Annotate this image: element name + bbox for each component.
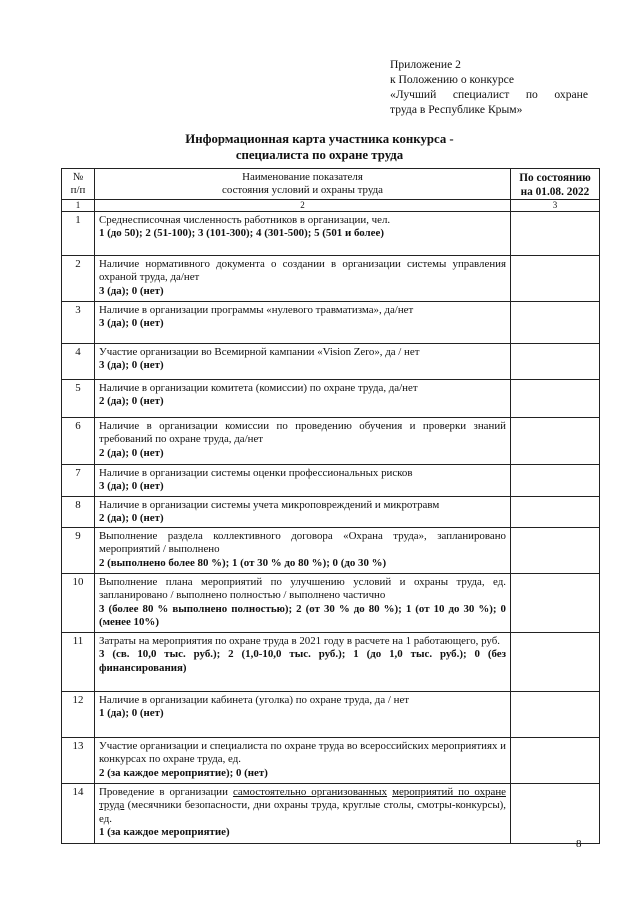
indicator-description: Наличие в организации системы учета микроповреждений и микротравм (99, 498, 440, 511)
indicator-text: Проведение в организации (99, 786, 233, 799)
appendix-line: труда в Республике Крым» (390, 103, 523, 116)
indicator-criteria: 3 (да); 0 (нет) (99, 317, 164, 330)
page-number: 8 (576, 838, 582, 850)
indicator-description: Наличие в организации кабинета (уголка) по охране труда, да / нет (99, 694, 410, 707)
row-number: 2 (62, 256, 95, 302)
table-row (62, 212, 600, 256)
indicator-criteria: 2 (да); 0 (нет) (99, 511, 164, 524)
row-indicator (95, 633, 511, 692)
value-cell[interactable] (511, 738, 600, 784)
table-row (62, 465, 600, 497)
indicator-criteria: 3 (св. 10,0 тыс. руб.); 2 (1,0-10,0 тыс. руб.); 1 (до 1,0 тыс. руб.); 0 (без финансирования) (99, 648, 506, 674)
title-line: Информационная карта участника конкурса - (185, 132, 454, 146)
indicator-text: (месячники безопасности, дни охраны труда, круглые столы, смотры-конкурсы), ед. (99, 799, 506, 825)
table-row (62, 784, 600, 844)
column-number-row (62, 200, 600, 212)
row-number: 6 (62, 418, 95, 465)
indicator-criteria: 1 (до 50); 2 (51-100); 3 (101-300); 4 (301-500); 5 (501 и более) (99, 227, 384, 240)
value-cell[interactable] (511, 256, 600, 302)
table-row (62, 738, 600, 784)
indicator-criteria: 3 (да); 0 (нет) (99, 359, 164, 372)
table-row (62, 574, 600, 633)
indicator-description: Участие организации во Всемирной кампании «Vision Zero», да / нет (99, 346, 420, 358)
table-header-row (62, 169, 600, 200)
row-number: 8 (62, 496, 95, 528)
appendix-note (390, 57, 588, 117)
header-name-line: Наименование показателя (242, 171, 363, 183)
row-number: 13 (62, 738, 95, 784)
indicator-criteria: 1 (да); 0 (нет) (99, 707, 164, 720)
indicator-description: Наличие в организации комитета (комиссии) по охране труда, да/нет (99, 382, 418, 394)
value-cell[interactable] (511, 418, 600, 465)
header-date-line: По состоянию (519, 172, 591, 184)
row-number: 14 (62, 784, 95, 844)
table-row (62, 344, 600, 380)
value-cell[interactable] (511, 633, 600, 692)
row-number: 3 (62, 302, 95, 344)
column-number: 2 (95, 200, 511, 212)
row-indicator (95, 738, 511, 784)
indicator-description: Наличие нормативного документа о создании в организации системы управления охраной труда, да/нет (99, 258, 506, 284)
row-number: 10 (62, 574, 95, 633)
row-indicator (95, 574, 511, 633)
indicator-underlined-text: самостоятельно организованных (232, 786, 388, 799)
appendix-line: «Лучший специалист по охране (390, 88, 588, 101)
value-cell[interactable] (511, 574, 600, 633)
appendix-line: Приложение 2 (390, 58, 461, 71)
document-title (0, 131, 639, 163)
indicator-criteria: 1 (за каждое мероприятие) (99, 826, 230, 839)
table-row (62, 528, 600, 574)
indicator-description: Среднесписочная численность работников в организации, чел. (99, 214, 391, 226)
table-row (62, 633, 600, 692)
header-name-line: состояния условий и охраны труда (222, 184, 383, 197)
indicator-criteria: 2 (да); 0 (нет) (99, 395, 164, 408)
indicator-description: Наличие в организации программы «нулевого травматизма», да/нет (99, 304, 414, 316)
column-number: 1 (62, 200, 95, 212)
row-number: 11 (62, 633, 95, 692)
indicator-criteria: 2 (выполнено более 80 %); 1 (от 30 % до 80 %); 0 (до 30 %) (99, 556, 387, 569)
header-date (511, 169, 600, 200)
indicator-description: Выполнение плана мероприятий по улучшению условий и охраны труда, ед. запланировано / выполнено полностью / выполнено частично (99, 576, 506, 602)
indicator-criteria: 3 (более 80 % выполнено полностью); 2 (от 30 % до 80 %); 1 (от 10 до 30 %); 0 (менее 10%) (99, 602, 506, 629)
header-num (62, 169, 95, 200)
indicator-description (99, 786, 506, 826)
value-cell[interactable] (511, 212, 600, 256)
row-indicator (95, 784, 511, 844)
row-indicator (95, 418, 511, 465)
table-row (62, 418, 600, 465)
row-indicator (95, 528, 511, 574)
value-cell[interactable] (511, 380, 600, 418)
table-row (62, 496, 600, 528)
header-num-line: № (72, 171, 84, 183)
value-cell[interactable] (511, 344, 600, 380)
header-name (95, 169, 511, 200)
value-cell[interactable] (511, 496, 600, 528)
row-indicator (95, 465, 511, 497)
value-cell[interactable] (511, 465, 600, 497)
indicator-description: Участие организации и специалиста по охране труда во всероссийских мероприятиях и конкурсах по охране труда, ед. (99, 740, 506, 766)
row-indicator (95, 692, 511, 738)
indicator-description: Затраты на мероприятия по охране труда в 2021 году в расчете на 1 работающего, руб. (99, 635, 500, 648)
value-cell[interactable] (511, 784, 600, 844)
row-number: 4 (62, 344, 95, 380)
row-number: 5 (62, 380, 95, 418)
indicator-underlined-text: мероприятий по охране труда (99, 786, 506, 812)
info-card-table (61, 168, 600, 844)
row-indicator (95, 344, 511, 380)
row-indicator (95, 496, 511, 528)
table-row (62, 380, 600, 418)
row-number: 12 (62, 692, 95, 738)
row-number: 7 (62, 465, 95, 497)
indicator-description: Наличие в организации системы оценки профессиональных рисков (99, 467, 413, 479)
table-row (62, 302, 600, 344)
header-num-line: п/п (70, 184, 86, 197)
value-cell[interactable] (511, 528, 600, 574)
indicator-criteria: 2 (да); 0 (нет) (99, 446, 164, 459)
indicator-criteria: 3 (да); 0 (нет) (99, 284, 164, 297)
row-number: 1 (62, 212, 95, 256)
value-cell[interactable] (511, 692, 600, 738)
indicator-criteria: 2 (за каждое мероприятие); 0 (нет) (99, 766, 268, 779)
column-number: 3 (511, 200, 600, 212)
table-row (62, 692, 600, 738)
header-date-line: на 01.08. 2022 (520, 186, 590, 198)
row-number: 9 (62, 528, 95, 574)
value-cell[interactable] (511, 302, 600, 344)
table-row (62, 256, 600, 302)
appendix-line: к Положению о конкурсе (390, 73, 515, 86)
title-line: специалиста по охране труда (235, 148, 404, 162)
indicator-criteria: 3 (да); 0 (нет) (99, 480, 164, 493)
row-indicator (95, 256, 511, 302)
row-indicator (95, 212, 511, 256)
row-indicator (95, 380, 511, 418)
row-indicator (95, 302, 511, 344)
indicator-description: Выполнение раздела коллективного договора «Охрана труда», запланировано мероприятий / выполнено (99, 530, 506, 556)
indicator-description: Наличие в организации комиссии по проведению обучения и проверки знаний требований по охране труда, да/нет (99, 420, 506, 446)
